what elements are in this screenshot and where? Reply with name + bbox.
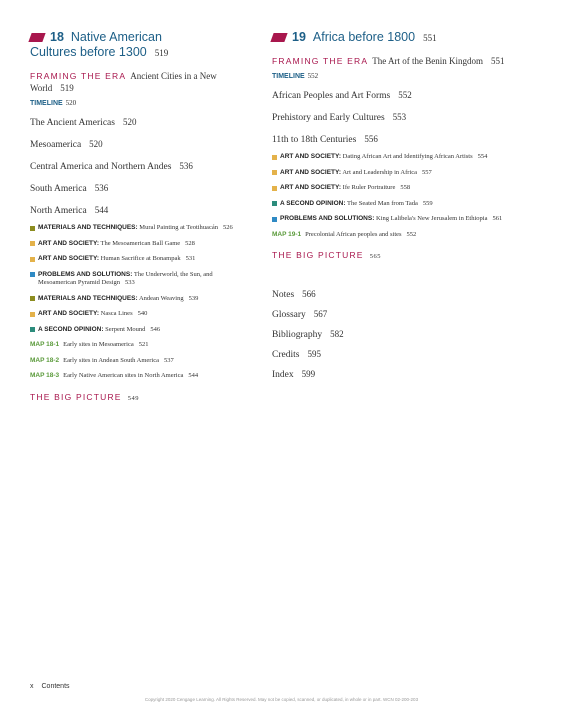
map-label: MAP 18-3 [30, 372, 60, 379]
feature-label: MATERIALS AND TECHNIQUES: [38, 294, 138, 302]
feature-label: ART AND SOCIETY: [38, 310, 100, 317]
framing-page: 519 [60, 83, 74, 93]
olive-square-icon [30, 226, 35, 231]
feature-text: Mural Painting at Teotihuacán [139, 224, 218, 231]
section-page: 520 [89, 139, 103, 149]
gold-square-icon [30, 241, 35, 246]
backmatter-title: Index [272, 370, 294, 380]
chapter-flag-icon [28, 33, 45, 42]
big-picture-entry[interactable] [272, 250, 534, 260]
feature-page: 528 [185, 239, 195, 247]
big-picture-page: 565 [369, 253, 381, 260]
section-title: The Ancient Americas [30, 118, 115, 128]
feature-text: Andean Weaving [138, 294, 184, 302]
backmatter-entry[interactable] [272, 369, 534, 381]
feature-label: ART AND SOCIETY: [280, 168, 342, 176]
chapter-flag-icon [270, 33, 287, 42]
big-picture-label: THE BIG PICTURE [272, 250, 364, 260]
chapter-number: 18 [50, 30, 64, 44]
framing-the-era-entry[interactable] [272, 55, 534, 67]
section-entry[interactable] [30, 116, 252, 129]
chapter-title-line1: Africa before 1800 [312, 30, 416, 44]
map-text: Precolonial African peoples and sites [305, 230, 402, 238]
backmatter-title: Bibliography [272, 330, 323, 340]
feature-text: Serpent Mound [105, 325, 146, 333]
section-title: Central America and Northern Andes [30, 162, 172, 172]
chapter-title-line1: Native American [70, 30, 162, 44]
feature-list [30, 224, 252, 334]
backmatter-title: Glossary [272, 310, 306, 320]
section-page: 556 [364, 134, 378, 144]
page-number: x [30, 683, 34, 690]
framing-page: 551 [490, 56, 505, 66]
feature-entry[interactable] [272, 153, 534, 162]
feature-label: A SECOND OPINION: [38, 325, 104, 333]
map-entry[interactable] [272, 231, 534, 240]
feature-text: The Underworld, the Sun, and Mesoamerican Pyramid Design [38, 270, 213, 286]
map-list [272, 231, 534, 240]
chapter-number: 19 [292, 30, 306, 44]
feature-entry[interactable] [272, 215, 534, 224]
section-list [30, 116, 252, 217]
framing-label: FRAMING THE ERA [272, 56, 369, 66]
backmatter-entry[interactable] [272, 309, 534, 321]
map-page: 537 [164, 356, 174, 364]
blue-square-icon [272, 217, 277, 222]
section-entry[interactable] [30, 204, 252, 217]
feature-page: 533 [124, 279, 135, 286]
chapter-page: 551 [423, 33, 437, 43]
section-title: Mesoamerica [30, 140, 82, 150]
map-entry[interactable] [30, 372, 252, 381]
section-page: 536 [179, 161, 193, 171]
gold-square-icon [272, 170, 277, 175]
running-section: Contents [41, 683, 70, 690]
big-picture-label: THE BIG PICTURE [30, 391, 122, 402]
feature-text: Nasca Lines [100, 310, 133, 317]
feature-text: The Mesoamerican Ball Game [100, 239, 181, 247]
chapter-18-heading[interactable] [30, 30, 252, 61]
chapter-19-heading[interactable] [272, 30, 534, 46]
map-list [30, 341, 252, 381]
section-page: 536 [94, 183, 109, 193]
olive-square-icon [30, 296, 35, 301]
section-title: Prehistory and Early Cultures [272, 113, 385, 123]
teal-square-icon [30, 327, 35, 332]
map-label: MAP 19-1 [272, 230, 302, 238]
timeline-page: 520 [65, 99, 77, 107]
feature-label: MATERIALS AND TECHNIQUES: [38, 224, 138, 231]
section-entry[interactable] [272, 111, 534, 124]
map-label: MAP 18-2 [30, 356, 60, 364]
backmatter-page: 582 [330, 329, 344, 339]
map-page: 521 [138, 341, 149, 348]
teal-square-icon [272, 201, 277, 206]
gold-square-icon [30, 312, 35, 317]
feature-entry[interactable] [30, 255, 252, 264]
timeline-page: 552 [307, 72, 319, 80]
feature-entry[interactable] [30, 240, 252, 249]
feature-label: ART AND SOCIETY: [38, 255, 100, 262]
backmatter-entry[interactable] [272, 329, 534, 341]
feature-entry[interactable] [272, 169, 534, 178]
feature-label: PROBLEMS AND SOLUTIONS: [280, 215, 375, 222]
chapter-title-line2: Cultures before 1300 [30, 45, 147, 59]
gold-square-icon [30, 257, 35, 262]
timeline-label: TIMELINE [30, 100, 63, 107]
section-page: 520 [122, 117, 137, 127]
feature-label: ART AND SOCIETY: [38, 239, 100, 247]
backmatter-entry[interactable] [272, 289, 534, 301]
gold-square-icon [272, 155, 277, 160]
feature-label: ART AND SOCIETY: [280, 153, 342, 160]
map-page: 544 [188, 372, 199, 379]
feature-entry[interactable] [272, 200, 534, 209]
big-picture-page: 549 [127, 394, 139, 402]
feature-entry[interactable] [272, 184, 534, 193]
map-entry[interactable] [30, 357, 252, 366]
feature-entry[interactable] [30, 326, 252, 335]
page-footer [30, 683, 70, 690]
chapter-page: 519 [154, 48, 169, 58]
map-text: Early Native American sites in North America [63, 372, 184, 379]
section-title: South America [30, 184, 87, 194]
toc-column-left [30, 30, 252, 402]
map-text: Early sites in Andean South America [63, 356, 160, 364]
feature-text: Ife Ruler Portraiture [342, 184, 396, 191]
section-entry[interactable] [30, 160, 252, 173]
timeline-entry[interactable] [30, 99, 252, 107]
gold-square-icon [272, 186, 277, 191]
section-entry[interactable] [272, 89, 534, 102]
map-label: MAP 18-1 [30, 341, 60, 348]
section-title: 11th to 18th Centuries [272, 135, 357, 145]
map-page: 552 [406, 230, 417, 238]
framing-text: Ancient Cities in a New World [30, 71, 217, 93]
section-entry[interactable] [30, 182, 252, 195]
feature-text: Art and Leadership in Africa [342, 168, 418, 176]
feature-page: 557 [422, 168, 432, 176]
framing-label: FRAMING THE ERA [30, 71, 127, 81]
feature-entry[interactable] [30, 310, 252, 319]
feature-page: 558 [400, 184, 411, 191]
backmatter-page: 566 [302, 289, 316, 299]
section-title: African Peoples and Art Forms [272, 91, 391, 101]
blue-square-icon [30, 272, 35, 277]
backmatter-page: 595 [307, 349, 321, 359]
backmatter-page: 567 [313, 309, 328, 319]
section-title: North America [30, 206, 87, 216]
feature-page: 554 [477, 153, 488, 160]
section-page: 544 [94, 205, 109, 215]
toc-column-right [272, 30, 534, 389]
framing-text: The Art of the Benin Kingdom [372, 56, 483, 66]
section-entry[interactable] [272, 133, 534, 146]
feature-entry[interactable] [30, 271, 252, 288]
feature-label: PROBLEMS AND SOLUTIONS: [38, 270, 133, 278]
feature-text: Dating African Art and Identifying African Artists [342, 153, 473, 160]
timeline-entry[interactable] [272, 72, 534, 80]
backmatter-title: Credits [272, 350, 300, 360]
feature-text: King Lalibela's New Jerusalem in Ethiopia [376, 215, 488, 222]
backmatter-entry[interactable] [272, 349, 534, 361]
backmatter-title: Notes [272, 290, 295, 300]
feature-text: The Seated Man from Tada [347, 199, 418, 207]
section-page: 553 [392, 112, 407, 122]
feature-label: ART AND SOCIETY: [280, 184, 342, 191]
feature-page: 539 [188, 294, 199, 302]
section-page: 552 [398, 90, 412, 100]
copyright-notice: Copyright 2020 Cengage Learning. All Rights Reserved. May not be copied, scanned, or duplicated, in whole or in part. WCN 02-200-203 [144, 697, 419, 702]
feature-page: 546 [150, 325, 161, 333]
feature-entry[interactable] [30, 224, 252, 233]
feature-list [272, 153, 534, 224]
map-text: Early sites in Mesoamerica [63, 341, 134, 348]
feature-page: 540 [137, 310, 148, 317]
section-list [272, 89, 534, 146]
backmatter-list [272, 289, 534, 381]
feature-page: 526 [222, 224, 233, 231]
framing-the-era-entry[interactable] [30, 70, 252, 94]
section-entry[interactable] [30, 138, 252, 151]
feature-text: Human Sacrifice at Bonampak [100, 255, 181, 262]
map-entry[interactable] [30, 341, 252, 350]
feature-page: 561 [492, 215, 503, 222]
feature-page: 531 [185, 255, 196, 262]
timeline-label: TIMELINE [272, 73, 305, 80]
backmatter-page: 599 [301, 369, 316, 379]
feature-entry[interactable] [30, 295, 252, 304]
big-picture-entry[interactable] [30, 392, 252, 402]
feature-page: 559 [422, 199, 433, 207]
feature-label: A SECOND OPINION: [280, 199, 346, 207]
